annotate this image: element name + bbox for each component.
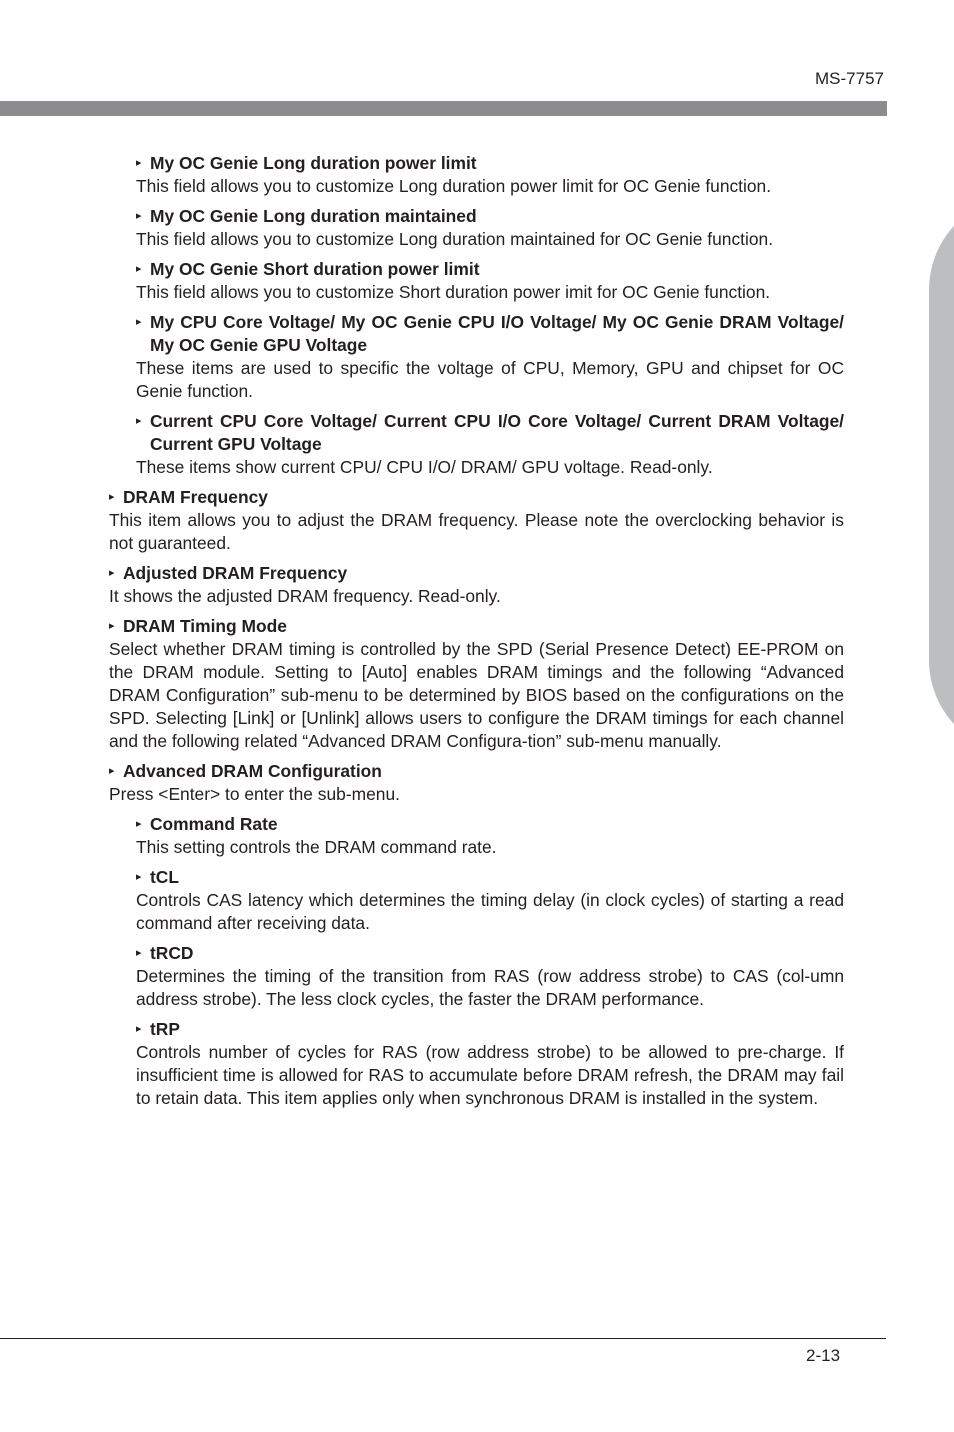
triangle-bullet-icon: ▸: [136, 210, 142, 222]
setting-title: [136, 205, 844, 228]
setting-description: This field allows you to customize Short duration power imit for OC Genie function.: [136, 282, 771, 302]
setting-title-text: DRAM Frequency: [123, 487, 268, 507]
setting-title-text: DRAM Timing Mode: [123, 616, 287, 636]
setting-entry: [136, 152, 844, 198]
setting-title-text: Adjusted DRAM Frequency: [123, 563, 348, 583]
setting-description: Determines the timing of the transition from RAS (row address strobe) to CAS (col-umn address strobe). The less clock cycles, the faster the DRAM performance.: [136, 966, 844, 1009]
setting-title: [136, 311, 844, 357]
setting-entry: [109, 760, 844, 806]
setting-title: [136, 813, 844, 836]
setting-entry: [136, 1018, 844, 1110]
setting-description: It shows the adjusted DRAM frequency. Read-only.: [109, 586, 501, 606]
setting-title: [136, 942, 844, 965]
setting-title-text: Command Rate: [150, 814, 278, 834]
triangle-bullet-icon: ▸: [136, 157, 142, 169]
document-body: [0, 152, 954, 1117]
setting-title: [109, 486, 844, 509]
setting-description: This field allows you to customize Long duration maintained for OC Genie function.: [136, 229, 774, 249]
setting-title-text: tCL: [150, 867, 179, 887]
setting-title-text: Advanced DRAM Configuration: [123, 761, 382, 781]
setting-title: [109, 615, 844, 638]
setting-title: [136, 866, 844, 889]
setting-title: [136, 152, 844, 175]
triangle-bullet-icon: ▸: [136, 263, 142, 275]
setting-title: [136, 258, 844, 281]
setting-title: [109, 562, 844, 585]
triangle-bullet-icon: ▸: [136, 316, 142, 328]
model-number: MS-7757: [815, 69, 884, 88]
header-bar: [0, 101, 887, 116]
page-number: 2-13: [806, 1346, 841, 1365]
setting-title-text: My CPU Core Voltage/ My OC Genie CPU I/O Voltage/ My OC Genie DRAM Voltage/ My OC Genie GPU Voltage: [150, 312, 844, 355]
setting-entry: [136, 410, 844, 479]
triangle-bullet-icon: ▸: [109, 491, 115, 503]
setting-entry: [136, 813, 844, 859]
setting-title-text: Current CPU Core Voltage/ Current CPU I/O Core Voltage/ Current DRAM Voltage/ Current GPU Voltage: [150, 411, 844, 454]
setting-entry: [109, 562, 844, 608]
triangle-bullet-icon: ▸: [136, 947, 142, 959]
triangle-bullet-icon: ▸: [136, 871, 142, 883]
setting-description: Controls CAS latency which determines the timing delay (in clock cycles) of starting a read command after receiving data.: [136, 890, 844, 933]
setting-title-text: tRP: [150, 1019, 180, 1039]
setting-entry: [109, 615, 844, 753]
setting-entry: [136, 258, 844, 304]
setting-description: Press <Enter> to enter the sub-menu.: [109, 784, 400, 804]
footer-rule: [0, 1338, 886, 1339]
chapter-label: Chapter 2: [877, 445, 908, 577]
triangle-bullet-icon: ▸: [109, 567, 115, 579]
triangle-bullet-icon: ▸: [136, 818, 142, 830]
setting-title-text: My OC Genie Long duration maintained: [150, 206, 477, 226]
setting-entry: [109, 486, 844, 555]
setting-description: Select whether DRAM timing is controlled by the SPD (Serial Presence Detect) EE-PROM on the DRAM module. Setting to [Auto] enables DRAM timings and the following “Advanced DRAM Configuration” sub-menu to be determined by BIOS based on the configurations on the SPD. Selecting [Link] or [Unlink] allows users to configure the DRAM timings for each channel and the following related “Advanced DRAM Configura-tion” sub-menu manually.: [109, 639, 844, 751]
setting-title-text: tRCD: [150, 943, 194, 963]
setting-title: [109, 760, 844, 783]
triangle-bullet-icon: ▸: [109, 765, 115, 777]
setting-entry: [136, 311, 844, 403]
triangle-bullet-icon: ▸: [136, 1023, 142, 1035]
setting-title-text: My OC Genie Long duration power limit: [150, 153, 477, 173]
triangle-bullet-icon: ▸: [109, 620, 115, 632]
setting-description: This field allows you to customize Long duration power limit for OC Genie function.: [136, 176, 772, 196]
setting-description: These items are used to specific the voltage of CPU, Memory, GPU and chipset for OC Genie function.: [136, 358, 844, 401]
setting-description: This setting controls the DRAM command rate.: [136, 837, 497, 857]
setting-title-text: My OC Genie Short duration power limit: [150, 259, 480, 279]
setting-entry: [136, 205, 844, 251]
setting-description: This item allows you to adjust the DRAM frequency. Please note the overclocking behavior is not guaranteed.: [109, 510, 844, 553]
setting-entry: [136, 866, 844, 935]
triangle-bullet-icon: ▸: [136, 415, 142, 427]
setting-title: [136, 1018, 844, 1041]
setting-title: [136, 410, 844, 456]
setting-description: These items show current CPU/ CPU I/O/ DRAM/ GPU voltage. Read-only.: [136, 457, 713, 477]
setting-entry: [136, 942, 844, 1011]
setting-description: Controls number of cycles for RAS (row address strobe) to be allowed to pre-charge. If insufficient time is allowed for RAS to accumulate before DRAM refresh, the DRAM may fail to retain data. This item applies only when synchronous DRAM is installed in the system.: [136, 1042, 844, 1108]
